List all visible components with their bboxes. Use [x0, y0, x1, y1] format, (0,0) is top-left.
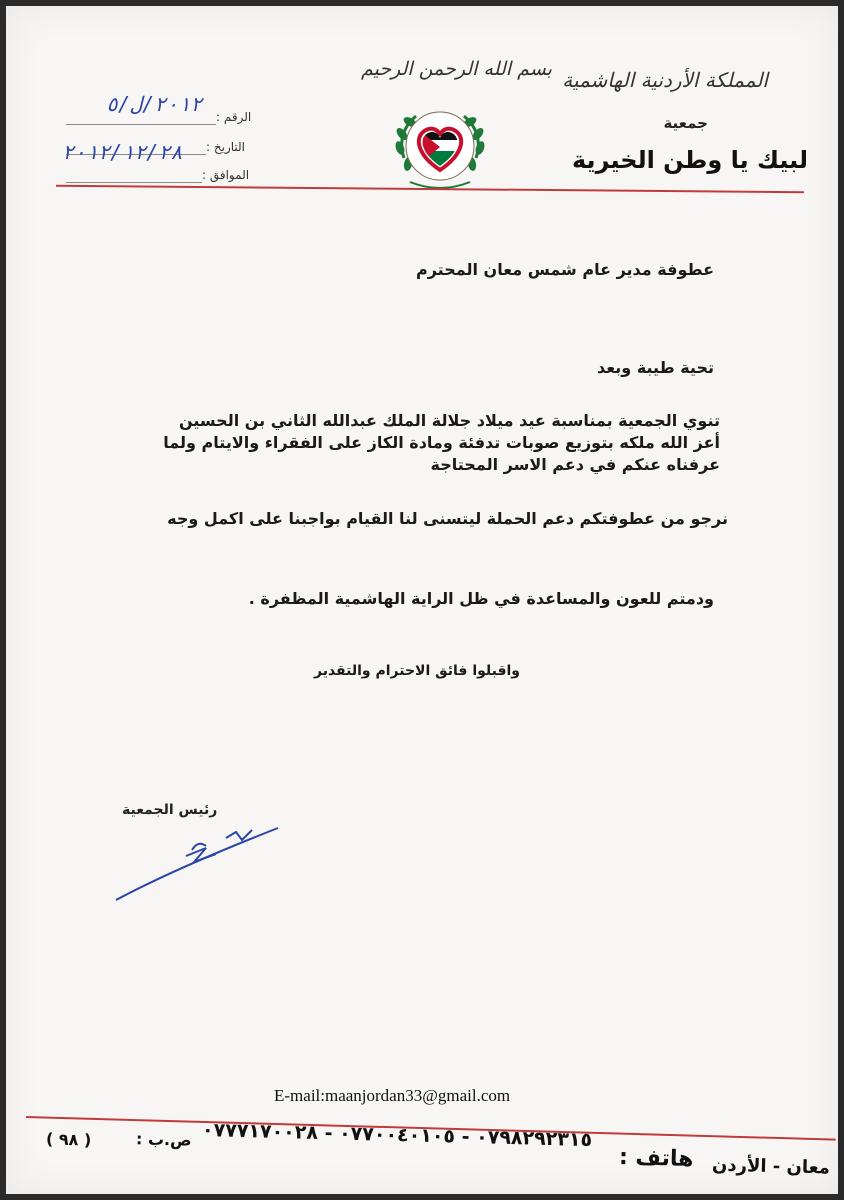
- association-name: لبيك يا وطن الخيرية: [572, 146, 808, 174]
- footer-location: معان - الأردن: [711, 1154, 831, 1179]
- wishes-line: ودمتم للعون والمساعدة في ظل الراية الهاشمية المظفرة .: [248, 589, 714, 608]
- association-label: جمعية: [663, 114, 708, 132]
- handwritten-signature: [106, 818, 286, 908]
- reference-number-line: [66, 124, 216, 125]
- reference-corresponding-value: ٢٠١٢/١٢/٢٨: [62, 140, 183, 164]
- footer-email: E-mail:maanjordan33@gmail.com: [274, 1086, 511, 1105]
- footer-pobox-value: ( ٩٨ ): [45, 1129, 92, 1150]
- footer-pobox-label: ص.ب :: [135, 1129, 192, 1150]
- addressee: عطوفة مدير عام شمس معان المحترم: [416, 260, 714, 279]
- heart-flag-emblem-icon: [386, 98, 494, 198]
- reference-corresponding-line: [66, 182, 202, 183]
- greeting: تحية طيبة وبعد: [597, 358, 714, 377]
- footer-phone-label: هاتف :: [618, 1145, 694, 1172]
- closing-line: واقبلوا فائق الاحترام والتقدير: [314, 663, 520, 679]
- letter-paper: [6, 6, 838, 1194]
- letter-paragraph: [160, 410, 720, 476]
- paragraph-line: عرفناه عنكم في دعم الاسر المحتاجة: [430, 455, 720, 474]
- reference-number-label: الرقم :: [216, 110, 252, 124]
- footer-phones: ٠٧٩٨٢٩٢٣١٥ - ٠٧٧٠٠٤٠١٠٥ - ٠٧٧٧١٧٠٠٢٨: [201, 1118, 593, 1152]
- reference-corresponding-label: الموافق :: [202, 168, 250, 182]
- paragraph-line: تنوي الجمعية بمناسبة عيد ميلاد جلالة الملك عبدالله الثاني بن الحسين: [178, 411, 720, 430]
- paragraph-line: أعز الله ملكه بتوزيع صوبات تدفئة ومادة الكاز على الفقراء والايتام ولما: [163, 433, 720, 452]
- kingdom-title: المملكة الأردنية الهاشمية: [562, 68, 768, 92]
- basmala: بسم الله الرحمن الرحيم: [361, 58, 552, 80]
- reference-number-value: ٢٠١٢/ل/٥: [106, 92, 203, 116]
- request-line: نرجو من عطوفتكم دعم الحملة ليتسنى لنا القيام بواجبنا على اكمل وجه: [167, 509, 728, 528]
- signature-title: رئيس الجمعية: [122, 802, 218, 818]
- reference-date-label: التاريخ :: [206, 140, 246, 154]
- association-logo: [386, 98, 494, 198]
